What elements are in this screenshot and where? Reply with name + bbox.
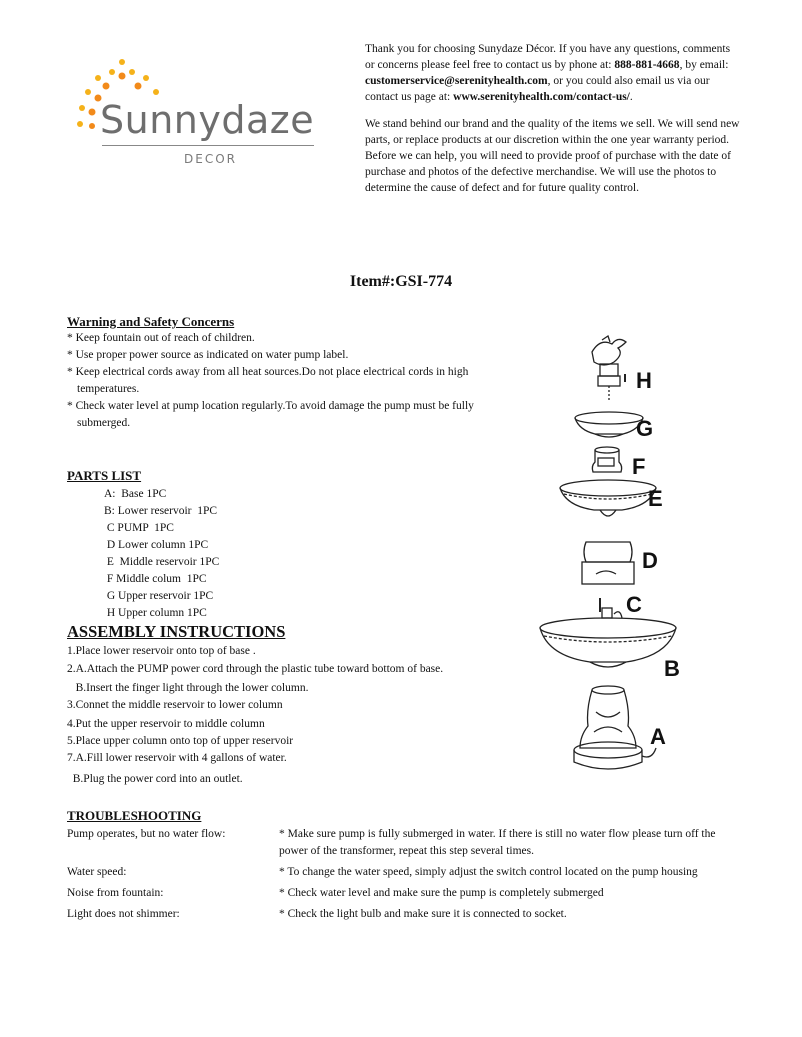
warning-item: * Check water level at pump location regularly.To avoid damage the pump must be fully submerged. [67, 400, 474, 429]
parts-heading: PARTS LIST [67, 468, 142, 483]
label-d: D [642, 548, 658, 573]
assembly-steps [67, 643, 497, 788]
solution-text: * To change the water speed, simply adjust the switch control located on the pump housing [279, 866, 698, 878]
solution-text: * Check water level and make sure the pump is completely submerged [279, 887, 604, 899]
problem-text: Noise from fountain: [67, 887, 164, 899]
warning-heading: Warning and Safety Concerns [67, 314, 235, 329]
assembly-step: 1.Place lower reservoir onto top of base . [67, 645, 256, 657]
assembly-step: 3.Connet the middle reservoir to lower column [67, 699, 283, 711]
assembly-step: 4.Put the upper reservoir to middle column [67, 718, 265, 730]
warranty-paragraph: We stand behind our brand and the quality of the items we sell. We will send new parts, or replace products at our discretion within the one year warranty period. Before we can help, you will need to provide proof of purchase with the date of purchase and photos of the defective merchandise. We will use the photos to determine the cause of defect and for future quality control. [365, 118, 740, 194]
problem-text: Light does not shimmer: [67, 908, 180, 920]
list-item: F Middle colum 1PC [104, 573, 207, 585]
parts-list [104, 486, 219, 622]
contact-url: www.serenityhealth.com/contact-us/ [453, 91, 630, 103]
part-h-upper-column [592, 336, 626, 402]
warning-item: * Use proper power source as indicated on water pump label. [67, 349, 349, 361]
solution-text: * Make sure pump is fully submerged in water. If there is still no water flow please turn off the power of the transformer, repeat this step several times. [279, 828, 716, 857]
part-a-base [574, 686, 656, 769]
assembly-step: 5.Place upper column onto top of upper reservoir [67, 735, 294, 747]
label-h: H [636, 368, 652, 393]
logo-divider [102, 145, 314, 146]
assembly-heading: ASSEMBLY INSTRUCTIONS [67, 622, 286, 641]
brand-logo [72, 56, 322, 176]
label-g: G [636, 416, 654, 441]
part-e-middle-reservoir [560, 480, 656, 516]
part-g-upper-reservoir [575, 412, 643, 437]
part-b-lower-reservoir [540, 618, 676, 667]
phone-number: 888-881-4668 [614, 59, 680, 71]
part-f-middle-column [592, 447, 621, 472]
label-c: C [626, 592, 642, 617]
part-c-pump [600, 598, 622, 618]
list-item: H Upper column 1PC [104, 607, 207, 619]
troubleshooting-heading: TROUBLESHOOTING [67, 808, 202, 823]
warning-section [67, 313, 487, 432]
list-item: G Upper reservoir 1PC [104, 590, 214, 602]
list-item: D Lower column 1PC [104, 539, 209, 551]
contact-info [365, 41, 740, 207]
assembly-step: B.Plug the power cord into an outlet. [67, 773, 243, 785]
email-address: customerservice@serenityhealth.com [365, 75, 548, 87]
problem-text: Pump operates, but no water flow: [67, 828, 226, 840]
list-item: C PUMP 1PC [104, 522, 174, 534]
warning-item: * Keep fountain out of reach of children. [67, 332, 255, 344]
assembly-step: 2.A.Attach the PUMP power cord through the plastic tube toward bottom of base. [67, 663, 444, 675]
item-number-title: Item#:GSI-774 [349, 273, 453, 290]
problem-text: Water speed: [67, 866, 127, 878]
label-e: E [648, 486, 663, 511]
assembly-step: 7.A.Fill lower reservoir with 4 gallons of water. [67, 752, 287, 764]
label-b: B [664, 656, 680, 681]
logo-wordmark: Sunnydaze [100, 98, 315, 142]
logo-subtitle: DECOR [184, 152, 237, 166]
label-f: F [632, 454, 646, 479]
solution-text: * Check the light bulb and make sure it is connected to socket. [279, 908, 567, 920]
list-item: A: Base 1PC [104, 488, 167, 500]
list-item: B: Lower reservoir 1PC [104, 505, 218, 517]
contact-paragraph: Thank you for choosing Sunydaze Décor. If you have any questions, comments or concerns please feel free to contact us by phone at: 888-881-4668, by email: customerservice@serenityhealth.com, or you could also email us via our contact us page at: www.serenityhealth.com/contact-us/. [365, 43, 731, 103]
list-item: E Middle reservoir 1PC [104, 556, 220, 568]
part-d-lower-column [582, 542, 634, 584]
warning-item: * Keep electrical cords away from all heat sources.Do not place electrical cords in high temperatures. [67, 366, 469, 395]
label-a: A [650, 724, 666, 749]
fountain-exploded-diagram [530, 330, 730, 790]
assembly-step: B.Insert the finger light through the lower column. [67, 682, 309, 694]
